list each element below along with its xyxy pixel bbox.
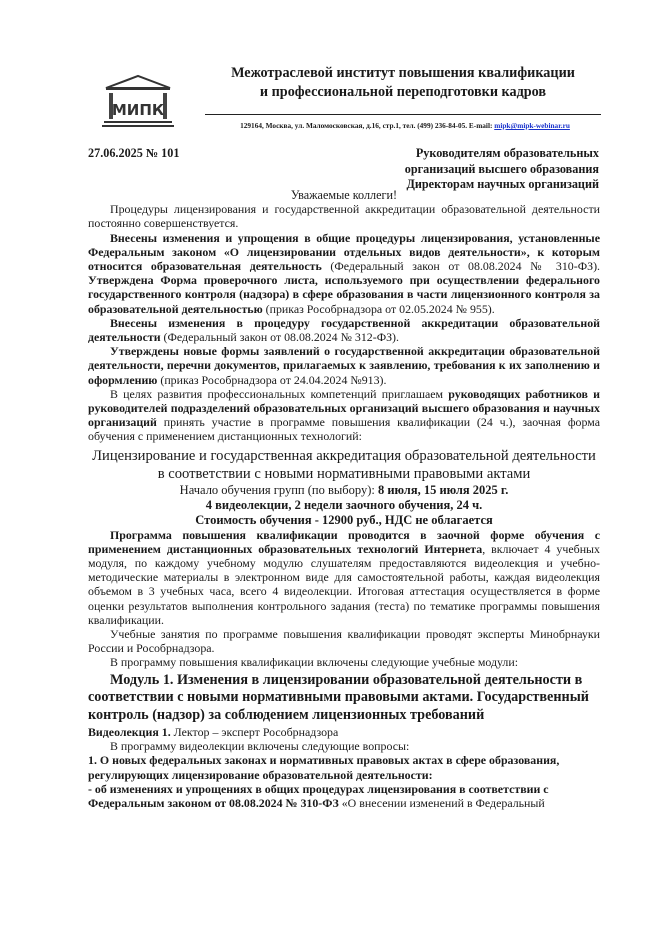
letter-body: [88, 188, 600, 810]
recipient-line: Руководителям образовательных: [415, 146, 599, 160]
para2-text-1: (Федеральный закон от 08.08.2024 № 310-ФЗ).: [321, 259, 601, 274]
address-line: [195, 121, 615, 130]
para2-bold-2: Утверждена Форма проверочного листа, используемого при осуществлении федерального государственного контроля (надзора) в сфере образования в части лицензионного контроля за образовательной деятельностью: [88, 273, 600, 316]
course-cost: Стоимость обучения - 12900 руб., НДС не облагается: [195, 512, 493, 527]
paragraph-2: [88, 231, 600, 316]
para4-bold: Утверждены новые формы заявлений о государственной аккредитации образовательной деятельности, перечни документов, прилагаемых к заявлению, требования к их заполнению и оформлению: [88, 344, 600, 387]
paragraph-5: [88, 387, 600, 444]
course-format: 4 видеолекции, 2 недели заочного обучения, 24 ч.: [205, 497, 483, 512]
module-1-title: Модуль 1. Изменения в лицензировании образовательной деятельности в соответствии с новыми нормативными правовыми актами. Государственный контроль (надзор) за соблюдением лицензионных требований: [88, 671, 589, 724]
paragraph-4: [88, 344, 600, 387]
program-paragraph: [88, 528, 600, 627]
date-number: 27.06.2025 № 101: [88, 146, 180, 160]
course-title: Лицензирование и государственная аккредитация образовательной деятельности в соответствии с новыми нормативными правовыми актами: [92, 447, 596, 482]
recipients: [330, 146, 599, 193]
lecture-1: [88, 725, 600, 739]
para5-text-1: В целях развития профессиональных компетенций приглашаем: [110, 386, 449, 401]
header-divider: [205, 114, 601, 115]
email-link[interactable]: mipk@mipk-webinar.ru: [494, 121, 570, 130]
org-line-2: и профессиональной переподготовки кадров: [259, 84, 547, 100]
experts-paragraph: Учебные занятия по программе повышения квалификации проводят эксперты Минобрнауки России и Рособрнадзора.: [88, 627, 600, 656]
org-line-1: Межотраслевой институт повышения квалификации: [231, 65, 575, 81]
question-1: 1. О новых федеральных законах и нормативных правовых актах в сфере образования, регулирующих лицензирование образовательной деятельности:: [88, 753, 560, 782]
program-bold: Программа повышения квалификации проводится в заочной форме обучения с применением дистанционных образовательных технологий Интернета: [88, 527, 600, 556]
question-1a-text: «О внесении изменений в Федеральный: [338, 796, 545, 811]
questions-intro: В программу видеолекции включены следующие вопросы:: [110, 739, 410, 754]
para5-text-2: принять участие в программе повышения квалификации (24 ч.), заочная форма обучения с применением дистанционных технологий:: [88, 415, 600, 444]
program-text: , включает 4 учебных модуля, по каждому учебному модулю слушателям предоставляются видеолекция и учебно-методические материалы в электронном виде для самостоятельной работы, каждая видеолекция объемом в 3 учебных часа, всего 4 видеолекции. Итоговая аттестация осуществляется в форме оценки результатов выполнения контрольного задания (теста) по тематике программы повышения квалификации.: [88, 541, 600, 627]
paragraph-3: [88, 316, 600, 344]
start-dates: [88, 483, 600, 498]
lecture-1-label: Видеолекция 1.: [88, 725, 171, 740]
modules-intro: В программу повышения квалификации включены следующие учебные модули:: [110, 655, 519, 670]
greeting: Уважаемые коллеги!: [290, 188, 398, 202]
lecture-1-lecturer: Лектор – эксперт Рособрнадзора: [170, 725, 339, 740]
institute-logo: [100, 74, 176, 128]
organization-name: [205, 64, 601, 102]
question-1a-bold: - об изменениях и упрощениях в общих процедурах лицензирования в соответствии с Федеральным законом от 08.08.2024 № 310-ФЗ: [88, 781, 549, 811]
question-1a: [88, 782, 600, 810]
para2-text-2: (приказ Рособрнадзора от 02.05.2024 № 955).: [262, 301, 495, 316]
start-label: Начало обучения групп (по выбору):: [179, 482, 378, 497]
start-dates-value: 8 июля, 15 июля 2025 г.: [377, 482, 509, 497]
logo-text: МИПК: [111, 101, 165, 119]
paragraph-1: Процедуры лицензирования и государственной аккредитации образовательной деятельности постоянно совершенствуется.: [88, 202, 600, 231]
para4-text: (приказ Рособрнадзора от 24.04.2024 №913).: [157, 372, 387, 387]
para2-bold-1: Внесены изменения и упрощения в общие процедуры лицензирования, установленные Федеральным законом «О лицензировании отдельных видов деятельности», к которым относится образовательная деятельность: [88, 230, 600, 274]
recipient-line: организаций высшего образования: [404, 161, 599, 176]
para3-bold: Внесены изменения в процедуру государственной аккредитации образовательной деятельности: [88, 315, 600, 345]
para3-text: (Федеральный закон от 08.08.2024 № 312-ФЗ).: [160, 330, 399, 345]
para5-bold: руководящих работников и руководителей подразделений образовательных организаций высшего образования и научных организаций: [88, 386, 600, 430]
address-text: 129164, Москва, ул. Маломосковская, д.16, стр.1, тел. (499) 236-84-05. E-mail:: [240, 121, 495, 130]
recipient-line: Директорам научных организаций: [406, 177, 599, 191]
